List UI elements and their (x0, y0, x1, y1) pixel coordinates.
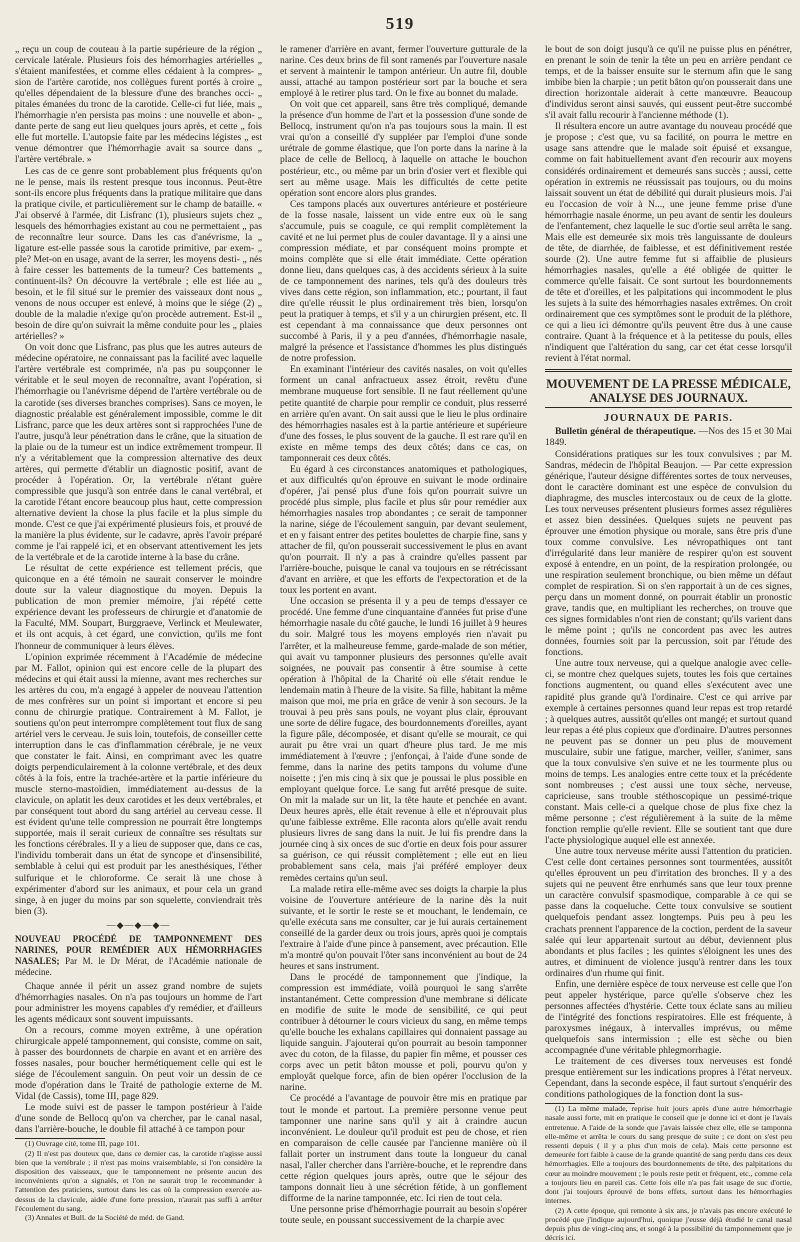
paragraph: Chaque année il périt un assez grand nombre de sujets d'hémorrhagies nasales. On n'a pas toujours un homme de l'art pour administrer les moyens capables d'y remédier, et d'ailleurs les agents médicaux sont souvent impuissants. (15, 981, 262, 1025)
paragraph: „ reçu un coup de couteau à la partie supérieure de la région „ cervicale latérale. Plusieurs fois des hémorrhagies artérielles „ s'étaient manifestées, et comme elles cédaient à la compres- „ sion de l'artère carotide, nos collègues furent portés à croire „ qu'elles dépendaient de la blessure d'une des branches occi- „ pitales émanées du tronc de la carotide. Celle-ci fut liée, mais „ l'hémorrhagie n'en persista pas moins : une nouvelle et abon- „ dante perte de sang eut lieu quelques jours après, et cette „ fois elle fut mortelle. L'autopsie faite par les médecins légistes „ est venue démontrer que l'hémorrhagie avait sa source dans „ l'artère vertébrale. » (15, 44, 262, 166)
ornament-separator: —◆—◆—◆— (15, 920, 262, 931)
bulletin-dates: —Nos des 15 et 30 Mai 1849. (545, 426, 792, 448)
paragraph: L'opinion exprimée récemment à l'Académie de médecine par M. Fallot, opinion qui est encore celle de la plupart des médecins et qui était aussi la mienne, avant mes recherches sur les artères du cou, m'a engagé à appeler de nouveau l'attention de mes confrères sur un point si important et encore si peu connu de chirurgie pratique. Contrairement à M. Fallot, je soutiens qu'on peut interrompre complètement tout flux de sang artériel vers le cerveau. Je suis loin, toutefois, de conseiller cette interruption dans le cas d'inflammation cérébrale, je ne veux que constater le fait. Ainsi, en comprimant avec les quatre doigts perpendiculairement à la colonne vertébrale, et des deux côtés à la fois, entre la trachée-artère et la partie inférieure du muscle sterno-mastoïdien, immédiatement au-dessus de la clavicule, on aplatit les deux carotides et les deux vertébrales, et par conséquent tout abord du sang artériel au cerveau cesse. Il est évident qu'une telle compression ne pourrait être longtemps supportée, mais il serait curieux de connaître ses résultats sur les fonctions cérébrales. Il y a lieu de supposer que, dans ce cas, l'individu tomberait dans un état de syncope et d'insensibilité, semblable à celui qui est produit par les anesthésiques, l'éther sulfurique et le chloroforme. Ce serait là une chose à expérimenter d'abord sur les animaux, et pour cela un grand singe, à en juger du moins par son squelette, conviendrait très bien (3). (15, 652, 262, 917)
footnote: (2) A cette époque, qui remonte à six ans, je n'avais pas encore exécuté le procédé que j'indique aujourd'hui, quoique j'eusse déjà étudié le canal nasal depuis plus de vingt-cinq ans, et songé à la possibilité du tamponnement que je décris ici. (545, 1206, 792, 1242)
article-author: Par M. le Dr Mérat, de l'Académie nationale de médecine. (15, 956, 262, 977)
section-rule (545, 407, 792, 408)
paragraph: Eu égard à ces circonstances anatomiques et pathologiques, et aux difficultés qu'on éprouve en suivant le mode ordinaire d'opérer, j'ai pensé plus d'une fois qu'on pourrait suivre un procédé plus simple, plus facile et plus sûr pour remédier aux hémorrhagies nasales trop abondantes ; ce serait de tamponner la narine, siége de l'écoulement sanguin, par devant seulement, et en y faisant entrer des petites boulettes de charpie fine, sans y attacher de fil, qu'on pousserait successivement le plus en avant qu'on pourrait. Il n'y a pas à craindre qu'elles passent par l'arrière-bouche, puisque le canal va toujours en se rétrécissant d'avant en arrière, et que les efforts de l'expectoration et de la toux les portent en avant. (280, 464, 527, 597)
paragraph: Une autre toux nerveuse, qui a quelque analogie avec celle-ci, se montre chez quelques sujets, toutes les fois que certaines fonctions augmentent, ou quand elles s'exécutent avec une rapidité plus grande qu'à l'ordinaire. C'est ce qui arrive par exemple à certaines personnes quand leur repas est trop retardé ; à quelques autres, aussitôt qu'elles ont mangé; et surtout quand leur repas a été plus copieux que d'ordinaire. D'autres personnes ne peuvent pas se donner un peu plus de mouvement musculaire, subir une fatigue, marcher, veiller, s'animer, sans que la toux convulsive s'en suive et ne les tourmente plus ou moins de temps. Les analogies entre cette toux et la précédente sont nombreuses ; c'est aussi une toux sèche, nerveuse, capricieuse, sans trouble stéthoscopique un pessimé-trique constant. Mais celle-ci a quelque chose de plus fixe chez la même personne ; c'est régulièrement à la suite de la même fonction remplie qu'elle revient. Elle se soutient tant que dure l'acte physiologique auquel elle est annexée. (545, 658, 792, 846)
paragraph: Le mode suivi est de passer le tampon postérieur à l'aide d'une sonde de Bellocq qu'on va chercher, par le canal nasal, dans l'arrière-bouche, le double fil attaché à ce tampon pour (15, 1102, 262, 1135)
column-left (15, 44, 262, 1094)
column-right (545, 44, 792, 1094)
paragraph: En examinant l'intérieur des cavités nasales, on voit qu'elles forment un canal anfractueux assez étroit, revêtu d'une membrane muqueuse fort sensible. Il ne faut réellement qu'une petite quantité de charpie pour remplir ce conduit, plus resserré en arrière qu'en avant. On sait aussi que le lieu le plus ordinaire des hémorrhagies nasales est à la partie antérieure et supérieure d'une des fosses, le plus souvent de la gauche. Il est rare qu'il en existe en même temps des deux côtés; dans ce cas, on tamponnerait ces deux côtés. (280, 364, 527, 463)
footnote: (1) La même malade, reprise huit jours après d'une autre hémorrhagie nasale aussi forte, mit en pratique le conseil que je donne ici et dont je l'avais entretenue. A l'aide de la sonde que j'avais laissée chez elle, elle se tamponna elle-même et arrêta le cours du sang presque de suite ; ce dont on s'est peu ressenti depuis ( il y a plus d'un mois de cela). Mais cette personne est demeurée fort faible à cause de la grande quantité de sang perdu dans ces deux hémorrhagies. Elle a toujours des bourdonnements de tête, des palpitations du cœur au moindre mouvement ; le pouls reste petit et fréquent, etc., comme cela a toujours lieu en pareil cas. Cette fois elle n'a pas fait usage de suc d'ortie, dont j'ai toujours éprouvé de bons effets, surtout dans les hémorrhagies internes. (545, 1104, 792, 1205)
paragraph: Une occasion se présenta il y a peu de temps d'essayer ce procédé. Une femme d'une cinquantaine d'années fut prise d'une hémorrhagie nasale du côté gauche, le lundi 16 juillet à 9 heures du soir. Malgré tous les moyens employés rien n'avait pu l'arrêter, et la malheureuse femme, garde-malade de son métier, qui avait vu tamponner plusieurs des personnes qu'elle avait soignées, ne pouvait pas consentir à être soumise à cette opération à l'hôpital de la Charité où elle s'était rendue le lendemain matin à l'heure de la visite. Sa fille, habitant la même maison que moi, me pria en grâce de venir à son secours. Je la trouvai à peu près sans pouls, ne voyant plus clair, éprouvant une sorte de délire fugace, des bourdonnements d'oreilles, ayant la figure pâle, décomposée, et disant qu'elle se mourait, ce qui aurait pu être vrai un quart d'heure plus tard. Je me mis immédiatement à l'œuvre ; j'enfonçai, à l'aide d'une sonde de femme, dans la narine des petits tampons du volume d'une noisette ; j'en mis cinq à six que je poussai le plus possible en employant quelque force. Le sang fut arrêté presque de suite. On mit la malade sur un lit, la tête haute et penchée en avant. Deux heures après, elle était revenue à elle et n'éprouvait plus qu'une faiblesse extrême. Elle raconta alors qu'elle avait rendu plusieurs livres de sang dans la nuit. Je lui fis prendre dans la journée cinq à six onces de suc d'ortie en deux fois pour assurer sa guérison, ce qui réussit complètement ; elle eut en lieu probablement sans cela, mais j'ai préféré employer deux remèdes certains qu'un seul. (280, 596, 527, 883)
section-rule (545, 371, 792, 372)
paragraph: On a recours, comme moyen extrême, à une opération chirurgicale appelé tamponnement, qui consiste, comme on sait, à passer des bourdonnets de charpie en avant et en arrière des fosses nasales, pour boucher hermétiquement celle qui est le siége de l'écoulement sanguin. On peut voir un dessin de ce mode d'opération dans le Traité de pathologie externe de M. Vidal (de Cassis), tome III, page 829. (15, 1025, 262, 1102)
footnote: (1) Ouvrage cité, tome III, page 101. (15, 1139, 262, 1148)
paragraph: Enfin, une dernière espèce de toux nerveuse est celle que l'on peut appeler hystérique, parce qu'elle s'observe chez les personnes affectées d'hystérie. Cette toux éclate sans au milieu de l'intégrité des fonctions respiratoires. Elle est fréquente, à paroxysmes inégaux, à intervalles imprévus, ou même quelquefois sans intermission ; elle est sèche ou bien accompagnée d'une véritable phlegmorrhagie. (545, 979, 792, 1056)
column-middle (280, 44, 527, 1094)
paragraph: Considérations pratiques sur les toux convulsives ; par M. Sandras, médecin de l'hôpital Beaujon. — Par cette expression générique, l'auteur désigne différentes sortes de toux nerveuses, dont le caractère dominant est une espèce de convulsion du diaphragme, des muscles intercostaux ou de ceux de la glotte. Les toux nerveuses présentent plusieurs formes assez régulières et assez bien dessinées. Quelques sujets ne peuvent pas éprouver une émotion physique ou morale, sans être pris d'une toux comme convulsive. Les névropathiques ont tant d'irrégularité dans leur manière de respirer qu'on est souvent exposé à entendre, en un point, de la respiration prolongée, ou une respiration seulement bronchique, ou bien même un défaut complet de respiration. Si on s'en rapportait à un de ces signes, perçu dans un moment donné, on pourrait établir un pronostic grave, tandis que, en multipliant les recherches, on trouve que ces signes formidables n'ont rien de constant; qu'ils varient dans le même point ; qu'ils ne concordent pas avec les autres données, fournies soit par la percussion, soit par l'étude des fonctions. (545, 449, 792, 659)
paragraph: Ces tampons placés aux ouvertures antérieure et postérieure de la fosse nasale, laissent un vide entre eux où le sang s'accumule, puis se coagule, ce qui remplit complètement la cavité et ne lui permet plus de couler davantage. Il y a ainsi une compression médiate, et par conséquent moins prompte et moins complète que si elle était immédiate. Cette opération donne lieu, dans quelques cas, à des accidents sérieux à la suite de ce tamponnement des narines, tels qu'à des douleurs très vives dans cette région, son inflammation, etc.; pourtant, il faut dire qu'elle réussit le plus ordinairement très bien, lorsqu'on peut la pratiquer à temps, et s'il y a un chirurgien présent, etc. Il est cependant à ma connaissance que deux personnes ont succombé à Paris, il y a peu d'années, d'hémorrhagie nasale, malgré la présence et l'assistance d'hommes les plus distingués de notre profession. (280, 199, 527, 365)
paragraph: On voit donc que Lisfranc, pas plus que les autres auteurs de médecine opératoire, ne connaissant pas la facilité avec laquelle l'artère vertébrale est comprimée, n'a pas pu soupçonner le véritable et le seul moyen de reconnaître, avant l'opération, si l'hémorrhagie ou l'anévrisme dépend de l'artère vertébrale ou de la carotide (ses diverses branches comprises). Sans ce moyen, le diagnostic préalable est généralement impossible, comme le dit Lisfranc, parce que les deux artères sont si rapprochées l'une de l'autre, jusqu'à leur pénétration dans le crâne, que la situation de la plaie ou de la tumeur est un indice extrêmement trompeur. Il n'y a véritablement que la compression alternative des deux artères, qui permette d'établir un diagnostic positif, avant de procéder à l'opération. Or, la vertébrale n'étant guère compressible que jusqu'à son entrée dans le canal vertébral, et la carotide l'étant encore beaucoup plus haut, cette compression alternative devient la chose la plus facile et la plus simple du monde. C'est ce que j'ai expérimenté plusieurs fois, et prouvé de la manière la plus évidente, sur le cadavre, après l'avoir préparé comme je l'ai rappelé ici, et en observant attentivement les jets de la vertébrale et de la carotide interne à la base du crâne. (15, 342, 262, 563)
paragraph: On voit que cet appareil, sans être très compliqué, demande la présence d'un homme de l'art et la possession d'une sonde de Bellocq, instrument qu'on n'a pas toujours sous la main. Il est vrai qu'on a conseillé d'y suppléer par l'emploi d'une sonde urétrale de gomme élastique, que l'on porte dans la narine à la place de celle de Bellocq, à laquelle on attache le bouchon postérieur, etc., ou même par un brin d'osier vert et flexible qui sert au même usage. Mais les difficultés de cette petite opération sont encore alors plus grandes. (280, 99, 527, 198)
footnote: (3) Annales et Bull. de la Société de méd. de Gand. (15, 1213, 262, 1222)
section-rule (545, 369, 792, 370)
paragraph: Le traitement de ces diverses toux nerveuses est fondé presque entièrement sur les indications propres à l'état nerveux. Cependant, dans la seconde espèce, il faut surtout s'enquérir des conditions pathologiques de la fonction dont la sus- (545, 1056, 792, 1100)
paragraph: Il résultera encore un autre avantage du nouveau procédé que je propose ; c'est que, vu sa facilité, on pourra le mettre en usage sans attendre que le malade soit épuisé et exsangue, comme on fait habituellement avant d'en recourir aux moyens considérés ordinairement et demeurés sans succès ; aussi, cette opération in extremis ne réussissait pas toujours, ou du moins laissait souvent un état de débilité qui durait plusieurs mois. J'ai eu l'occasion de voir à N..., une jeune femme prise d'une hémorrhagie nasale énorme, un peu avant de sentir les douleurs de l'enfantement, chez laquelle le suc d'ortie seul arrêta le sang. Mais elle est demeurée six mois très languissante de douleurs de tête, de diarrhée, de faiblesse, et est définitivement restée sourde (2). Une autre femme fut si affaiblie de plusieurs hémorrhagies nasales, qu'elle a été obligée de quitter le commerce qu'elle faisait. Ce sont surtout les bourdonnements de tête et d'oreilles, et les palpitations qui incommodent le plus les sujets à la suite des hémorrhagies nasales extrêmes. On croit ordinairement que ces symptômes sont le produit de la pléthore, ce qui a lieu ici démontre qu'ils peuvent être dus à une cause contraire. Quant à la fréquence et à la petitesse du pouls, elles n'indiquent que l'altération du sang, car cet état cesse lorsqu'il revient à l'état normal. (545, 121, 792, 364)
paragraph: Dans le procédé de tamponnement que j'indique, la compression est immédiate, voilà pourquoi le sang s'arrête instantanément. Cette compression d'une membrane si délicate en modifie de suite le mode de sensibilité, ce qui peut contribuer à détourner le cours vicieux du sang, en même temps qu'elle bouche les exhalans capillaires qui donnaient passage au liquide sanguin. J'ajouterai qu'on pourrait au besoin tamponner avec du coton, de la filasse, du papier fin même, et pousser ces corps avec un petit bâton mousse et poli, pourvu qu'on y employât quelque force, afin de bien opérer l'occlusion de la narine. (280, 972, 527, 1094)
bulletin-title: Bulletin général de thérapeutique. (555, 426, 696, 437)
paragraph: Les cas de ce genre sont probablement plus fréquents qu'on ne le pense, mais ils restent presque tous inconnus. Peut-être sont-ils encore plus fréquents dans la pratique militaire que dans la pratique civile, et particulièrement sur le champ de bataille. « J'ai observé à l'armée, dit Lisfranc (1), plusieurs sujets chez „ lesquels des hémorrhagies existant au cou ne permettaient „ pas de reconnaître leur source. Dans les cas d'anévrisme, la „ ligature est-elle passée sous la carotide primitive, par exem- „ ple? Met-on en usage, avant de la serrer, les moyens desti- „ nés à faire cesser les battements de la tumeur? Ces battements „ continuent-ils? On découvre la vertébrale ; elle est liée au „ besoin, et le fil situé sur le premier des vaisseaux dont nous „ venons de nous occuper est enlevé, à moins que le siége (2) „ double de la maladie n'exige qu'on procède autrement. Est-il „ besoin de dire qu'on suivrait la même conduite pour les „ plaies artérielles? » (15, 166, 262, 343)
bulletin-line (545, 426, 792, 448)
footnote: (2) Il n'est pas douteux que, dans ce dernier cas, la carotide n'agisse aussi bien que la vertébrale ; il n'est pas moins vraisemblable, si l'on considère la disposition des vaisseaux, que le tamponnement ne présente aucun des inconvénients qu'on a signalés, et l'on ne saurait trop le recommander à l'attention des praticiens, surtout dans les cas où la compression exercée au-dessus de la clavicule, aidée d'une forte pression, n'aurait pas suffi à arrêter l'écoulement du sang. (15, 1149, 262, 1213)
paragraph: Une personne prise d'hémorrhagie pourrait au besoin s'opérer toute seule, en poussant successivement de la charpie avec (280, 1204, 527, 1226)
page-number: 519 (0, 14, 800, 34)
section-heading: MOUVEMENT DE LA PRESSE MÉDICALE, ANALYSE DES JOURNAUX. (545, 377, 792, 405)
article-title (15, 934, 262, 978)
subsection-heading: JOURNAUX DE PARIS. (545, 413, 792, 424)
paragraph: La malade retira elle-même avec ses doigts la charpie la plus voisine de l'ouverture antérieure de la narine dès la nuit suivante, et le sortir le reste se et mouchant, le lendemain, ce qu'elle exécuta sans me consulter, car je lui aurais certainement conseillé de la garder deux ou trois jours, après quoi je comptais l'extraire à l'aide d'une pince à pansement, avec précaution. Elle m'a montré qu'on pouvait l'ôter sans inconvénient au bout de 24 heures et sans instrument. (280, 884, 527, 972)
paragraph: le bout de son doigt jusqu'à ce qu'il ne puisse plus en pénétrer, en prenant le soin de tenir la tête un peu en arrière pendant ce temps, et de la baisser ensuite sur le sternum afin que le sang imbibe bien la charpie ; un petit bâton qu'on pousserait dans une direction horizontale aiderait à cette manœuvre. Beaucoup d'individus seront ainsi sauvés, qui eussent peut-être succombé s'il avait fallu recourir à l'ancienne méthode (1). (545, 44, 792, 121)
paragraph: Le résultat de cette expérience est tellement précis, que quiconque en a été témoin ne saurait conserver le moindre doute sur la valeur diagnostique du moyen. Depuis la publication de mon premier mémoire, j'ai répété cette expérience devant les professeurs de chirurgie et d'anatomie de la Faculté, MM. Soupart, Burggraeve, Verlinck et Meulewater, et ils ont acquis, à cet égard, une conviction, qu'ils me font l'honneur de communiquer à leurs élèves. (15, 563, 262, 651)
paragraph: le ramener d'arrière en avant, fermer l'ouverture gutturale de la narine. Ces deux brins de fil sont ramenés par l'ouverture nasale et servent à maintenir le tampon antérieur. Un autre fil, double aussi, attaché au tampon postérieur sort par la bouche et sera employé à le retirer plus tard. On le fixe au bonnet du malade. (280, 44, 527, 99)
article-title-text: NOUVEAU PROCÉDÉ DE TAMPONNEMENT DES NARINES, POUR REMÉDIER AUX HÉMORRHAGIES NASALES; (15, 934, 262, 966)
paragraph: Ce procédé a l'avantage de pouvoir être mis en pratique par tout le monde et partout. La première personne venue peut tamponner une narine sans qu'il y ait à craindre aucun inconvénient. Le douleur qu'il produit est peu de chose, et rien en comparaison de celle causée par l'ancienne manière où il fallait porter un instrument dans toute la longueur du canal nasal, l'aller chercher dans l'arrière-bouche, et le reprendre dans cette région quelques jours après, outre que le séjour des tampons donnait lieu à une sécrétion fétide, à un gonflement difforme de la narine tamponnée, etc. Ici rien de tout cela. (280, 1093, 527, 1203)
paragraph: Une autre toux nerveuse mérite aussi l'attention du praticien. C'est celle dont certaines personnes sont tourmentées, aussitôt qu'elles éprouvent un peu d'irritation des bronches. Il y a des sujets qui ne peuvent être enrhumés sans que leur toux prenne un caractère convulsif spasmodique, comparable à ce qui se passe dans la coqueluche. Cette toux convulsive se soutient quelquefois pendant assez longtemps. Puis peu à peu les crachats prennent l'apparence de la coction, perdent de la saveur salée qui leur appartenait surtout au début, deviennent plus abondants et plus faciles ; les quintes s'éloignent les unes des autres, et diminuent de violence jusqu'à rentrer dans les toux ordinaires d'un rhume qui finit. (545, 846, 792, 979)
